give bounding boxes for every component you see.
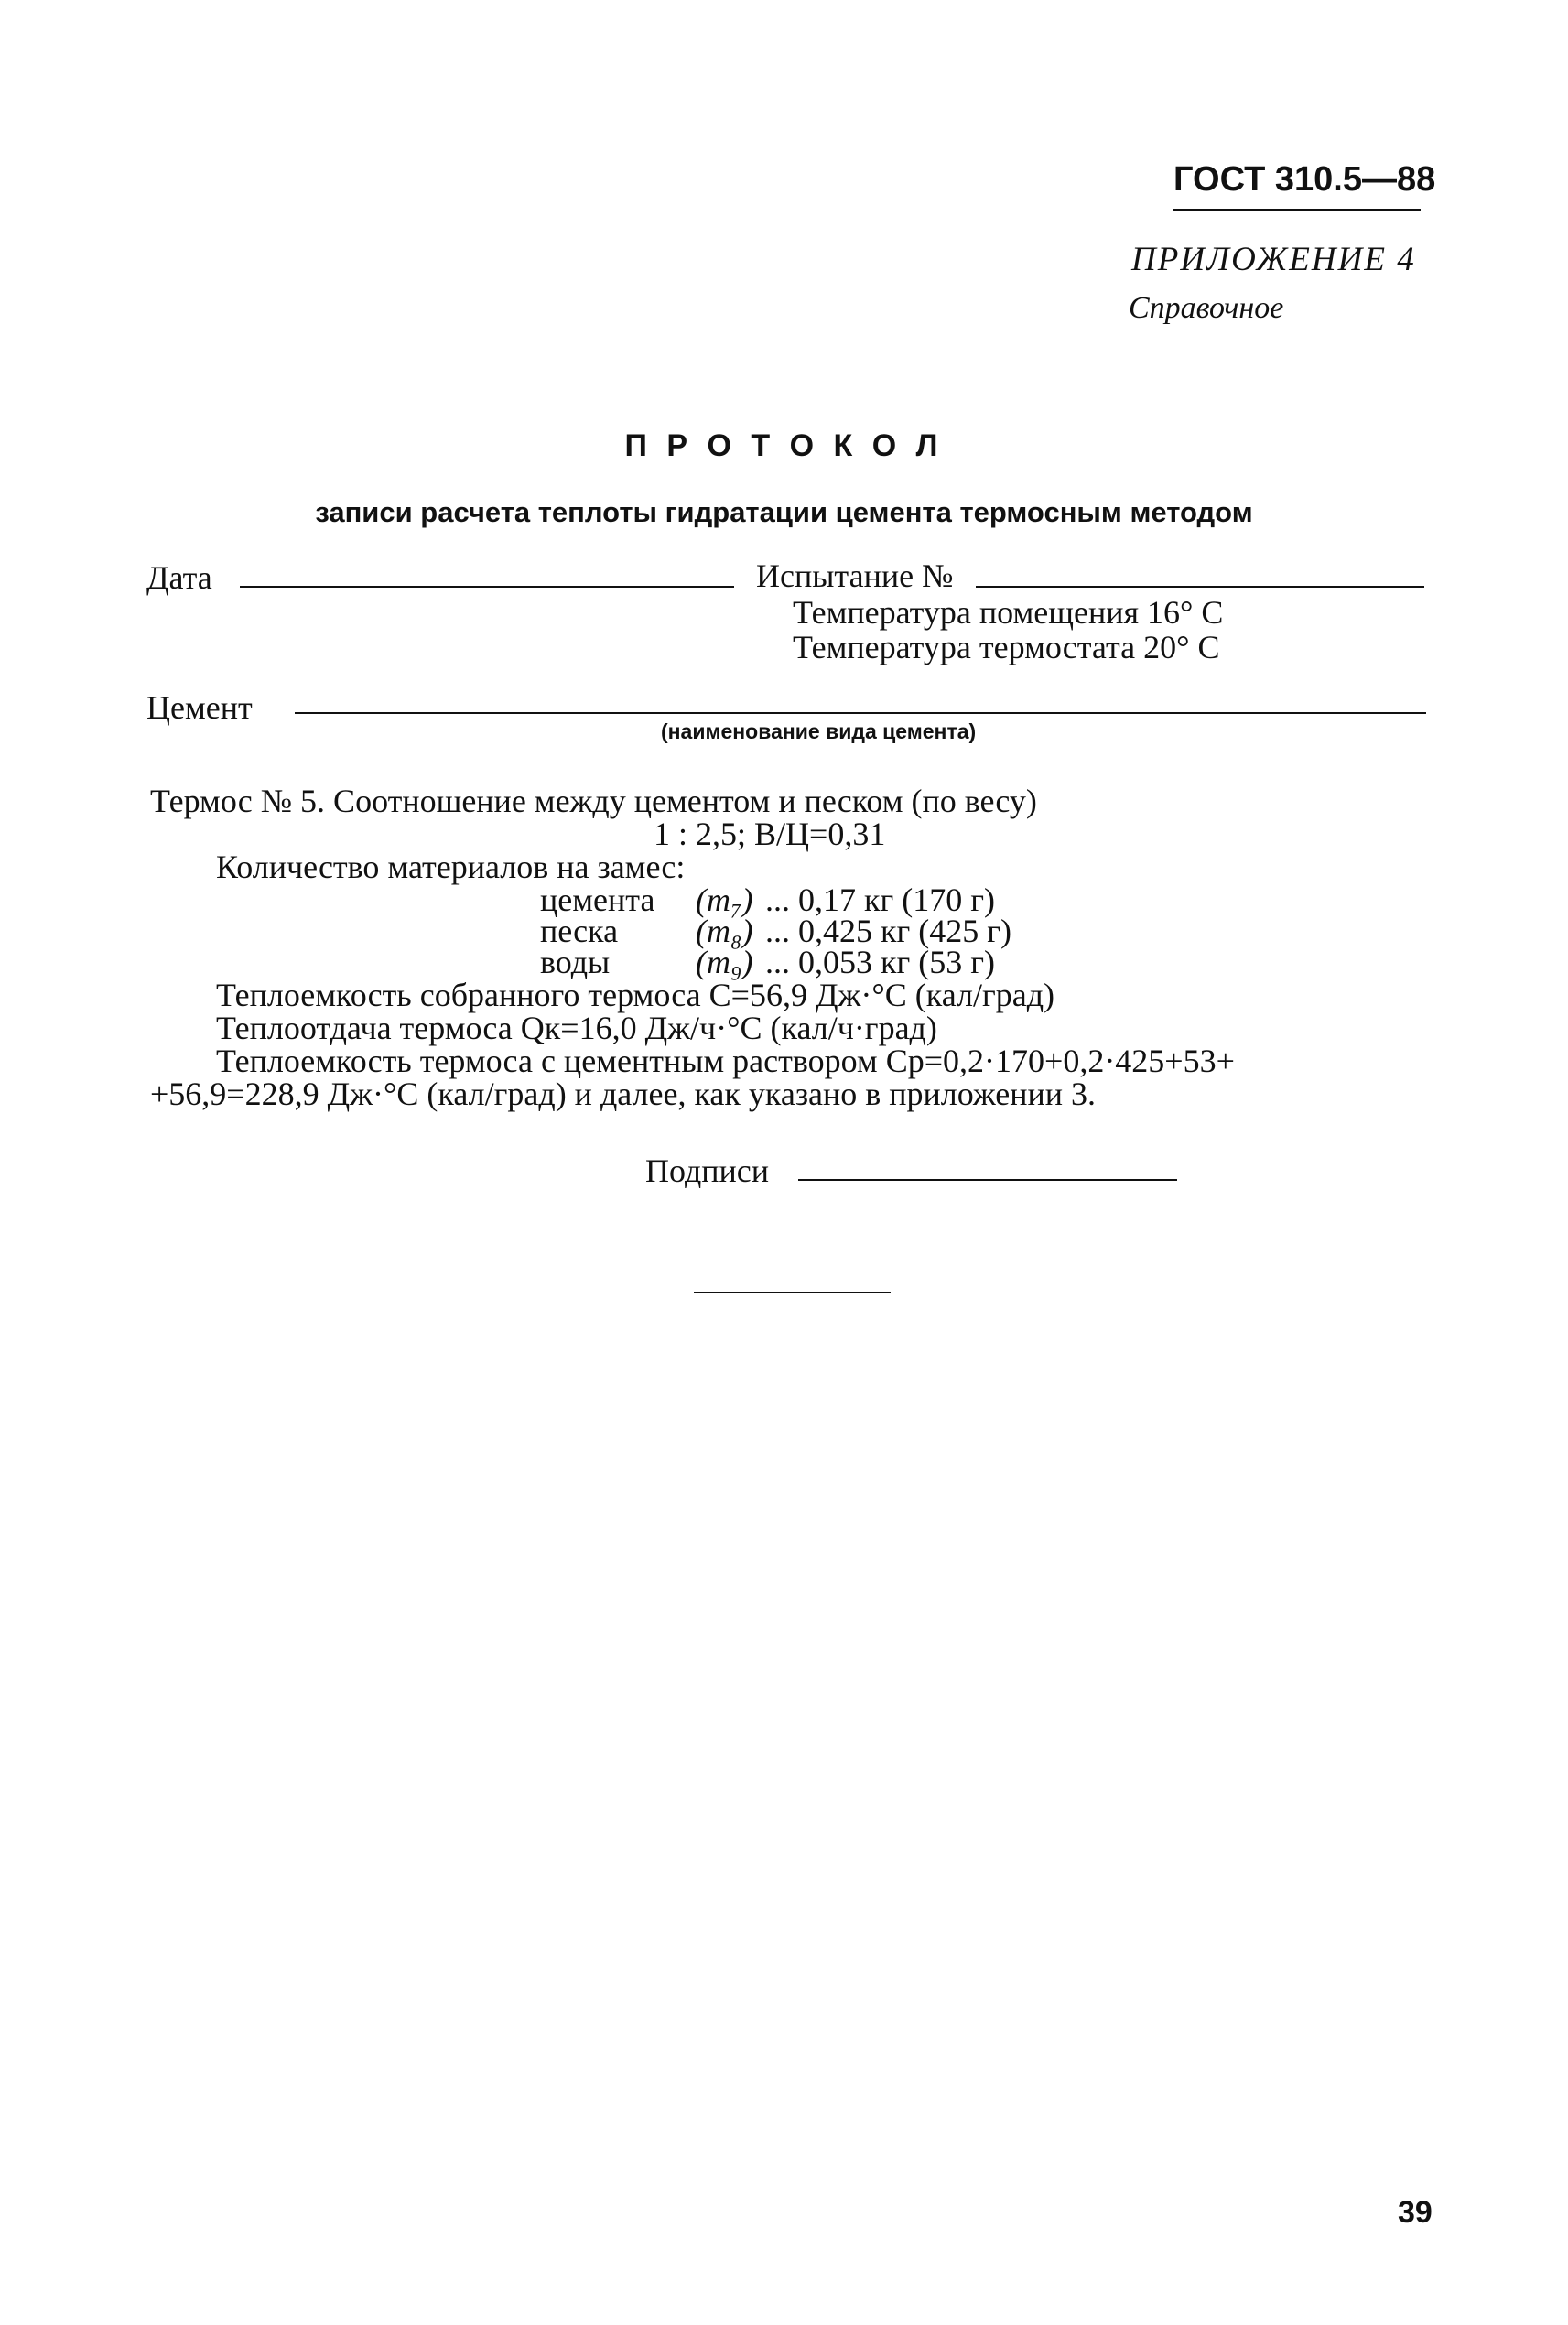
- standard-number: ГОСТ 310.5—88: [1173, 160, 1436, 199]
- signature-line: [798, 1179, 1177, 1181]
- test-line: [976, 586, 1424, 588]
- appendix-label: ПРИЛОЖЕНИЕ 4: [1131, 241, 1416, 278]
- closing-rule: [694, 1292, 891, 1293]
- material-value-water: ... 0,053 кг (53 г): [765, 944, 995, 980]
- cement-label: Цемент: [146, 689, 253, 726]
- thermostat-temperature: Температура термостата 20° С: [793, 629, 1220, 665]
- room-temperature: Температура помещения 16° С: [793, 594, 1224, 631]
- material-value-sand: ... 0,425 кг (425 г): [765, 913, 1011, 949]
- header-underline: [1173, 209, 1421, 211]
- cement-line: [295, 712, 1426, 714]
- page-number: 39: [1398, 2195, 1433, 2230]
- material-name-water: воды: [540, 944, 611, 980]
- date-line: [240, 586, 734, 588]
- appendix-type: Справочное: [1129, 291, 1284, 325]
- cement-caption: (наименование вида цемента): [661, 719, 977, 743]
- heat-transfer-line: Теплоотдача термоса Qк=16,0 Дж/ч·°С (кал/ч·град): [216, 1010, 937, 1046]
- signature-label: Подписи: [645, 1152, 770, 1189]
- material-value-cement: ... 0,17 кг (170 г): [765, 881, 995, 918]
- material-symbol-cement: (m₇): [696, 881, 753, 918]
- material-symbol-water: (m₉): [696, 944, 753, 980]
- date-label: Дата: [146, 559, 212, 596]
- material-name-sand: песка: [540, 913, 619, 949]
- material-name-cement: цемента: [540, 881, 655, 918]
- document-title: П Р О Т О К О Л: [624, 428, 944, 463]
- ratio-line: 1 : 2,5; В/Ц=0,31: [654, 816, 886, 852]
- materials-label: Количество материалов на замес:: [216, 849, 686, 885]
- document-subtitle: записи расчета теплоты гидратации цемента термосным методом: [315, 496, 1253, 528]
- heat-capacity-line: Теплоемкость собранного термоса C=56,9 Дж·°С (кал/град): [216, 977, 1055, 1013]
- heat-capacity-mortar-line-1: Теплоемкость термоса с цементным раствором Cр=0,2·170+0,2·425+53+: [216, 1043, 1235, 1079]
- thermos-line: Термос № 5. Соотношение между цементом и песком (по весу): [150, 783, 1037, 819]
- test-label: Испытание №: [756, 557, 954, 594]
- heat-capacity-mortar-line-2: +56,9=228,9 Дж·°С (кал/град) и далее, как указано в приложении 3.: [150, 1076, 1097, 1112]
- material-symbol-sand: (m₈): [696, 913, 753, 949]
